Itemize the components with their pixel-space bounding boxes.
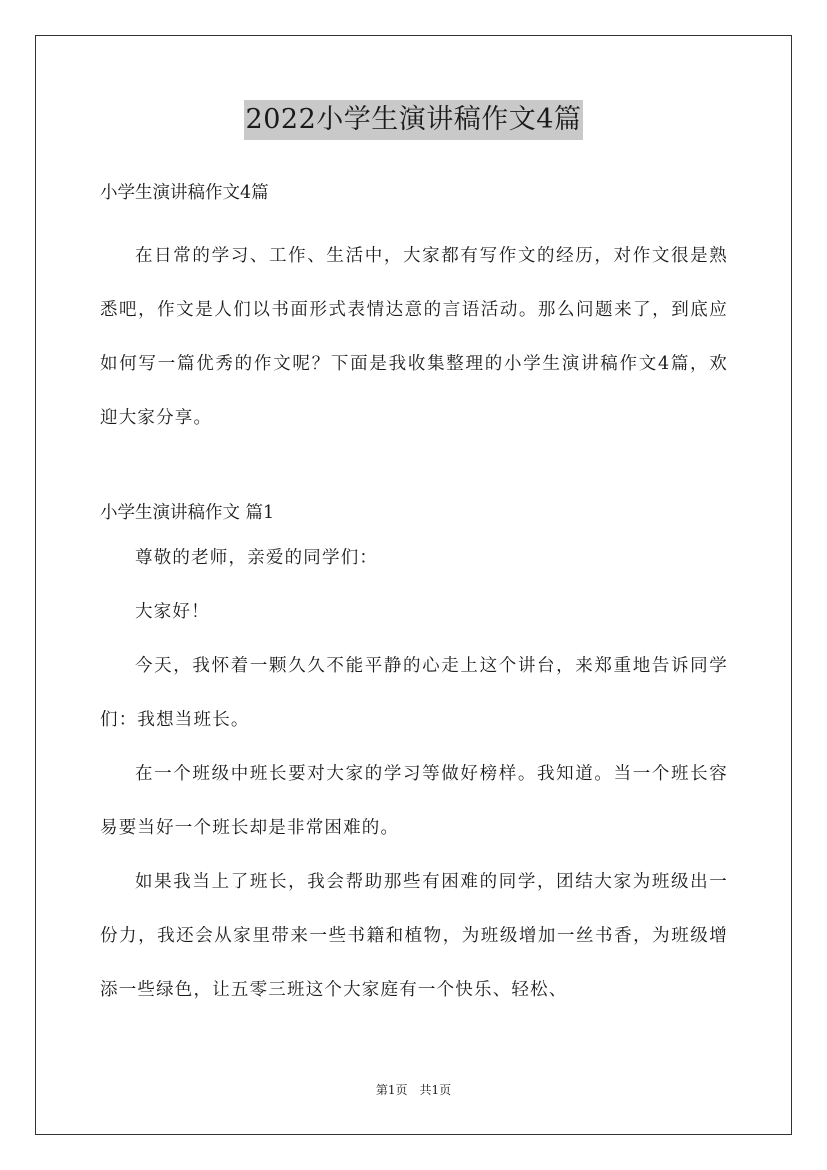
title-container (0, 100, 827, 140)
page-footer (0, 1082, 827, 1098)
intro-paragraph: 在日常的学习、工作、生活中，大家都有写作文的经历，对作文很是熟悉吧，作文是人们以书面形式表情达意的言语活动。那么问题来了，到底应如何写一篇优秀的作文呢？下面是我收集整理的小学生演讲稿作文4篇，欢迎大家分享。 (100, 246, 728, 428)
subtitle: 小学生演讲稿作文4篇 (100, 183, 269, 203)
paragraph-promises: 如果我当上了班长，我会帮助那些有困难的同学，团结大家为班级出一份力，我还会从家里带来一些书籍和植物，为班级增加一丝书香，为班级增添一些绿色，让五零三班这个大家庭有一个快乐、轻松、 (100, 872, 728, 1000)
paragraph-hello: 大家好！ (135, 602, 210, 622)
paragraph-intent: 今天，我怀着一颗久久不能平静的心走上这个讲台，来郑重地告诉同学们：我想当班长。 (100, 656, 728, 730)
paragraph-greeting-teachers: 尊敬的老师，亲爱的同学们： (135, 548, 379, 568)
document-body (100, 175, 728, 1017)
section-spacer (100, 445, 728, 495)
paragraph-role-model: 在一个班级中班长要对大家的学习等做好榜样。我知道。当一个班长容易要当好一个班长却是非常困难的。 (100, 764, 728, 838)
page-number: 第1页 共1页 (375, 1083, 452, 1097)
section-heading: 小学生演讲稿作文 篇1 (100, 503, 275, 523)
document-title: 2022小学生演讲稿作文4篇 (244, 100, 584, 140)
